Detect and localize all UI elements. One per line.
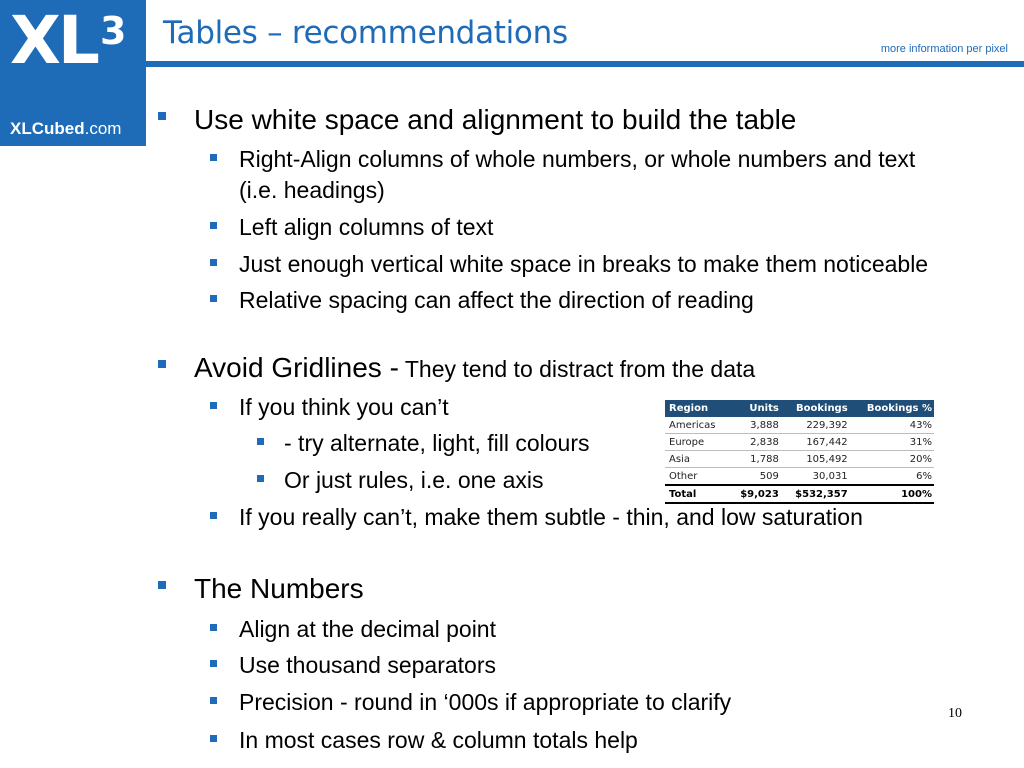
bullet-marker [210,259,217,266]
bullet-item [239,253,928,276]
table-cell: 20% [909,453,932,465]
bullet-marker [257,475,264,482]
table-cell: 2,838 [750,436,779,448]
column-header: Bookings % [850,400,934,417]
section-heading-whitespace [194,106,796,134]
bullet-item [239,506,863,529]
sub-bullet-item [284,469,544,492]
bullet-text: In most cases row & column totals help [239,727,638,753]
section-heading-text: Use white space and alignment to build the table [194,104,797,135]
bullet-item [239,289,754,312]
tagline: more information per pixel [880,43,1008,55]
bullet-item [239,618,496,641]
bullet-item [239,148,915,171]
logo-site-suffix: .com [84,119,122,138]
bullet-text: If you really can’t, make them subtle - thin, and low saturation [239,504,863,530]
table-cell: 43% [909,419,932,431]
table-cell: 6% [916,470,932,482]
table-cell: 509 [759,470,779,482]
column-header: Units [729,400,781,417]
header-rule [146,61,1024,67]
table-cell: 31% [909,436,932,448]
bullet-marker [210,624,217,631]
section-heading-gridlines [194,354,755,382]
bullet-item [239,216,493,239]
bullet-marker [210,660,217,667]
table-cell: $9,023 [729,485,781,503]
table-row [665,417,934,434]
table-row [665,451,934,468]
bullet-item [239,654,496,677]
bullet-text: Precision - round in ‘000s if appropriate to clarify [239,689,732,715]
table-cell: 1,788 [750,453,779,465]
section-heading-tail: They tend to distract from the data [398,356,756,382]
logo-site-bold: XLCubed [10,119,85,138]
bullet-marker [158,581,166,589]
bullet-marker [210,154,217,161]
table-row [665,434,934,451]
slide-title: Tables – recommendations [163,15,568,51]
table-cell: 105,492 [806,453,848,465]
table-total-row [665,485,934,503]
bullet-continuation [239,179,385,202]
bullet-text: If you think you can’t [239,394,449,420]
table-cell: Total [665,485,729,503]
section-heading-numbers [194,575,364,603]
bullet-text: (i.e. headings) [239,177,385,203]
bullet-marker [210,295,217,302]
table-cell: Americas [669,419,716,431]
column-header: Region [665,400,729,417]
table-header-row [665,400,934,417]
bullet-text: Align at the decimal point [239,616,496,642]
column-header: Bookings [781,400,850,417]
logo-site [10,120,121,137]
bullet-marker [210,222,217,229]
logo-mark: XL [10,2,97,79]
bullet-text: Relative spacing can affect the direction of reading [239,287,754,313]
bullet-text: Use thousand separators [239,652,496,678]
bullet-marker [158,360,166,368]
section-heading-text: The Numbers [194,573,364,604]
table-cell: Europe [669,436,705,448]
bullet-marker [257,438,264,445]
bullet-text: Right-Align columns of whole numbers, or whole numbers and text [239,146,916,172]
table-cell: Other [669,470,698,482]
section-heading-text: Avoid Gridlines - [194,352,399,383]
table-cell: 229,392 [806,419,848,431]
bullet-item [239,691,731,714]
bullet-marker [210,735,217,742]
bullet-text: Just enough vertical white space in breaks to make them noticeable [239,251,929,277]
page-number: 10 [948,706,962,721]
bullet-marker [158,112,166,120]
table-row [665,468,934,486]
table-cell: 3,888 [750,419,779,431]
bullet-item [239,729,638,752]
table-cell: 167,442 [806,436,848,448]
bullet-text: Left align columns of text [239,214,494,240]
bullet-marker [210,697,217,704]
logo-superscript: 3 [100,9,127,53]
table-cell: 100% [850,485,934,503]
bullet-item [239,396,449,419]
xlcubed-logo [0,0,146,146]
table-cell: Asia [669,453,690,465]
bullet-marker [210,512,217,519]
bullet-text: - try alternate, light, fill colours [284,430,590,456]
table-cell: 30,031 [812,470,848,482]
table-cell: $532,357 [781,485,850,503]
bullet-marker [210,402,217,409]
example-bookings-table [665,400,934,504]
bullet-text: Or just rules, i.e. one axis [284,467,544,493]
sub-bullet-item [284,432,590,455]
